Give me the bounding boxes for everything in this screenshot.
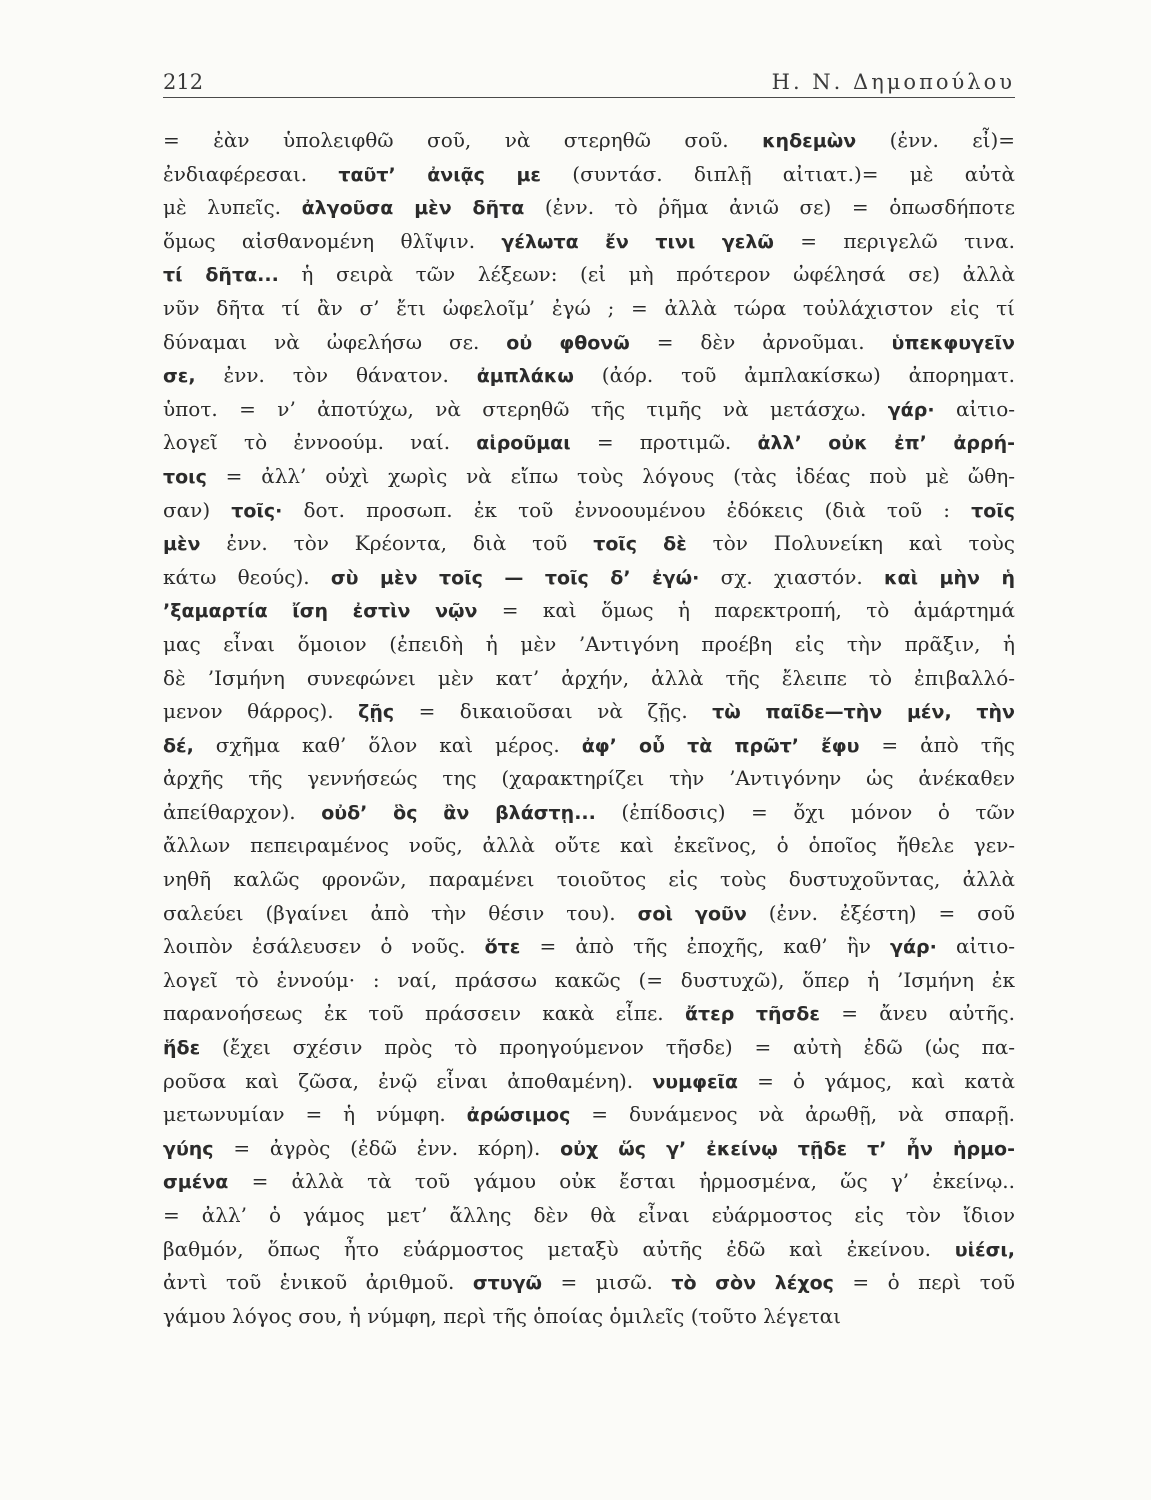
text-line	[163, 863, 1015, 897]
lemma-term: ἀλγοῦσα μὲν δῆτα	[301, 197, 525, 220]
lemma-term: καὶ μὴν ἡ	[884, 566, 1015, 589]
text-line	[163, 695, 1015, 729]
lemma-term: τί δῆτα...	[163, 264, 279, 287]
gloss-text: σχῆμα καθ’ ὅλον καὶ μέρος.	[193, 732, 582, 757]
text-line	[163, 460, 1015, 494]
text-line	[163, 1031, 1015, 1065]
gloss-text: ἐνν. τὸν θάνατον.	[195, 363, 477, 388]
gloss-text: = περιγελῶ τινα.	[773, 228, 1015, 253]
text-line	[163, 225, 1015, 259]
gloss-text: = καὶ ὅμως ἡ παρεκτροπή, τὸ ἁμάρτημά	[477, 598, 1015, 623]
lemma-term: οὐχ ὥς γ’ ἐκείνῳ τῇδε τ’ ἦν ἡρμο-	[560, 1137, 1015, 1160]
lemma-term: τὸ σὸν λέχος	[671, 1272, 834, 1295]
text-line	[163, 829, 1015, 863]
lemma-term: γέλωτα ἔν τινι γελῶ	[501, 230, 774, 253]
gloss-text: νῦν δῆτα τί ἂν σ’ ἔτι ὠφελοῖμ’ ἐγώ ; = ἀλλὰ τώρα τοὐλάχιστον εἰς τί	[163, 295, 1015, 320]
lemma-term: σὺ μὲν τοῖς — τοῖς δ’ ἐγώ·	[330, 566, 700, 589]
gloss-text: λογεῖ τὸ ἐννοούμ. ναί.	[163, 430, 477, 455]
lemma-term: οὐδ’ ὃς ἂν βλάστῃ...	[321, 801, 596, 824]
lemma-term: γάρ·	[890, 936, 937, 959]
text-line	[163, 494, 1015, 528]
text-line	[163, 359, 1015, 393]
gloss-text: = μισῶ.	[542, 1270, 672, 1295]
gloss-text: ὑποτ. = ν’ ἀποτύχω, νὰ στερηθῶ τῆς τιμῆς νὰ μετάσχω.	[163, 396, 888, 421]
lemma-term: ἄτερ τῆσδε	[684, 1003, 820, 1026]
text-line	[163, 628, 1015, 662]
text-line	[163, 930, 1015, 964]
gloss-text: αἰτιο-	[936, 934, 1015, 959]
gloss-text: (ἐνν. τὸ ῥῆμα ἀνιῶ σε) = ὁπωσδήποτε	[524, 195, 1015, 220]
text-line	[163, 1300, 1015, 1334]
lemma-term: ταῦτ’ ἀνιᾷς με	[338, 163, 542, 186]
lemma-term: σμένα	[163, 1171, 229, 1194]
gloss-text: ὅμως αἰσθανομένη θλῖψιν.	[163, 228, 502, 253]
gloss-text: = δὲν ἀρνοῦμαι.	[629, 329, 892, 354]
gloss-text: (ἀόρ. τοῦ ἀμπλακίσκω) ἀπορηματ.	[573, 363, 1015, 388]
lemma-term: ἀλλ’ οὐκ ἐπ’ ἀρρή-	[757, 432, 1015, 455]
text-line	[163, 997, 1015, 1031]
gloss-text: μετωνυμίαν = ἡ νύμφη.	[163, 1102, 467, 1127]
lemma-term: κηδεμὼν	[762, 130, 857, 152]
gloss-text: ροῦσα καὶ ζῶσα, ἐνῷ εἶναι ἀποθαμένη).	[163, 1068, 653, 1093]
text-line	[163, 191, 1015, 225]
gloss-text: (ἔχει σχέσιν πρὸς τὸ προηγούμενον τῆσδε) = αὐτὴ ἐδῶ (ὡς πα-	[200, 1035, 1015, 1060]
gloss-text: ἄλλων πεπειραμένος νοῦς, ἀλλὰ οὔτε καὶ ἐκεῖνος, ὁ ὁποῖος ἤθελε γεν-	[163, 833, 1015, 858]
gloss-text: δύναμαι νὰ ὠφελήσω σε.	[163, 329, 507, 354]
gloss-text: μενον θάρρος).	[163, 699, 359, 724]
text-line	[163, 527, 1015, 561]
gloss-text: = ἀλλ’ ὁ γάμος μετ’ ἄλλης δὲν θὰ εἶναι εὐάρμοστος εἰς τὸν ἴδιον	[163, 1203, 1015, 1227]
gloss-text: μὲ λυπεῖς.	[163, 195, 302, 220]
lemma-term: μὲν	[163, 533, 201, 556]
gloss-text: σχ. χιαστόν.	[699, 564, 885, 589]
gloss-text: ἐνδιαφέρεσαι.	[163, 161, 339, 186]
gloss-text: = ἀπὸ τῆς ἐποχῆς, καθ’ ἣν	[520, 934, 890, 959]
gloss-text: λοιπὸν ἐσάλευσεν ὁ νοῦς.	[163, 934, 485, 959]
running-head: Η. Ν. Δημοπούλου	[771, 70, 1015, 94]
lemma-term: αἱροῦμαι	[476, 432, 571, 455]
lemma-term: τοῖς	[971, 499, 1015, 522]
gloss-text: σαλεύει (βγαίνει ἀπὸ τὴν θέσιν του).	[163, 900, 638, 925]
lemma-term: σε,	[163, 365, 196, 388]
lemma-term: τὼ παῖδε—τὴν μέν, τὴν	[712, 701, 1015, 724]
lemma-term: οὐ φθονῶ	[506, 331, 630, 354]
gloss-text: τὸν Πολυνείκη καὶ τοὺς	[686, 531, 1015, 556]
page-header	[163, 58, 1015, 94]
gloss-text: = ἀπὸ τῆς	[859, 732, 1015, 757]
text-line	[163, 897, 1015, 931]
gloss-text: παρανοήσεως ἐκ τοῦ πράσσειν κακὰ εἶπε.	[163, 1001, 685, 1026]
lemma-term: τοῖς δὲ	[593, 533, 687, 556]
gloss-text: = ὁ γάμος, καὶ κατὰ	[737, 1068, 1015, 1093]
lemma-term: ἀρώσιμος	[466, 1104, 571, 1127]
text-line	[163, 393, 1015, 427]
text-line	[163, 1132, 1015, 1166]
gloss-text: = ἀγρὸς (ἐδῶ ἐνν. κόρη).	[213, 1135, 561, 1160]
gloss-text: = ἀλλ’ οὐχὶ χωρὶς νὰ εἴπω τοὺς λόγους (τὰς ἰδέας ποὺ μὲ ὤθη-	[206, 463, 1015, 488]
gloss-text: βαθμόν, ὅπως ἦτο εὐάρμοστος μεταξὺ αὐτῆς ἐδῶ καὶ ἐκείνου.	[163, 1236, 955, 1261]
gloss-text: δὲ ’Ισμήνη συνεφώνει μὲν κατ’ ἀρχήν, ἀλλὰ τῆς ἔλειπε τὸ ἐπιβαλλό-	[163, 665, 1015, 690]
text-line	[163, 1098, 1015, 1132]
text-line	[163, 561, 1015, 595]
text-line	[163, 762, 1015, 796]
gloss-text: σαν)	[163, 497, 232, 522]
lemma-term: υἱέσι,	[954, 1238, 1015, 1261]
lemma-term: ἀφ’ οὗ τὰ πρῶτ’ ἔφυ	[581, 734, 860, 757]
text-line	[163, 158, 1015, 192]
text-line	[163, 258, 1015, 292]
text-line	[163, 729, 1015, 763]
gloss-text: γάμου λόγος σου, ἡ νύμφη, περὶ τῆς ὁποίας ὁμιλεῖς (τοῦτο λέγεται	[163, 1303, 842, 1328]
lemma-term: ἥδε	[163, 1037, 201, 1060]
text-line	[163, 426, 1015, 460]
gloss-text: νηθῆ καλῶς φρονῶν, παραμένει τοιοῦτος εἰς τοὺς δυστυχοῦντας, ἀλλὰ	[163, 867, 1015, 892]
gloss-text: αἰτιο-	[934, 396, 1015, 421]
lemma-term: νυμφεῖα	[652, 1070, 738, 1093]
gloss-text: = ἄνευ αὐτῆς.	[819, 1001, 1015, 1026]
text-line	[163, 796, 1015, 830]
lemma-term: ἀμπλάκω	[476, 365, 574, 388]
gloss-text: = ὁ περὶ τοῦ	[833, 1270, 1015, 1295]
commentary-text	[163, 124, 1015, 1333]
text-line	[163, 594, 1015, 628]
gloss-text: (ἐνν. εἶ)=	[856, 128, 1015, 152]
text-line	[163, 326, 1015, 360]
lemma-term: τοῖς·	[231, 499, 283, 522]
gloss-text: (ἐπίδοσις) = ὄχι μόνον ὁ τῶν	[595, 799, 1015, 824]
text-line	[163, 1199, 1015, 1233]
gloss-text: ἡ σειρὰ τῶν λέξεων: (εἰ μὴ πρότερον ὠφέλησά σε) ἀλλὰ	[278, 262, 1015, 287]
lemma-term: τοις	[163, 465, 207, 488]
gloss-text: κάτω θεούς).	[163, 564, 331, 589]
text-line	[163, 1165, 1015, 1199]
text-line	[163, 292, 1015, 326]
gloss-text: ἐνν. τὸν Κρέοντα, διὰ τοῦ	[200, 531, 594, 556]
text-line	[163, 1266, 1015, 1300]
text-line	[163, 1065, 1015, 1099]
text-line	[163, 662, 1015, 696]
gloss-text: ἀπείθαρχον).	[163, 799, 322, 824]
lemma-term: γύης	[163, 1137, 214, 1160]
gloss-text: = δυνάμενος νὰ ἀρωθῇ, νὰ σπαρῇ.	[570, 1102, 1015, 1127]
text-line	[163, 964, 1015, 998]
gloss-text: λογεῖ τὸ ἐννούμ· : ναί, πράσσω κακῶς (= δυστυχῶ), ὅπερ ἡ ’Ισμήνη ἐκ	[163, 967, 1015, 992]
lemma-term: ὑπεκφυγεῖν	[891, 331, 1015, 354]
lemma-term: σοὶ γοῦν	[637, 902, 747, 925]
lemma-term: ζῇς	[358, 701, 395, 724]
gloss-text: (συντάσ. διπλῇ αἰτιατ.)= μὲ αὐτὰ	[541, 161, 1015, 186]
gloss-text: δοτ. προσωπ. ἐκ τοῦ ἐννοουμένου ἐδόκεις (διὰ τοῦ :	[282, 497, 972, 522]
lemma-term: γάρ·	[887, 398, 935, 421]
gloss-text: = προτιμῶ.	[570, 430, 758, 455]
page-number: 212	[163, 70, 204, 94]
text-line	[163, 124, 1015, 158]
lemma-term: στυγῶ	[472, 1272, 543, 1295]
text-line	[163, 1233, 1015, 1267]
gloss-text: ἀρχῆς τῆς γεννήσεώς της (χαρακτηρίζει τὴν ’Αντιγόνην ὡς ἀνέκαθεν	[163, 766, 1015, 791]
gloss-text: = ἐὰν ὑπολειφθῶ σοῦ, νὰ στερηθῶ σοῦ.	[163, 128, 763, 152]
gloss-text: μας εἶναι ὅμοιον (ἐπειδὴ ἡ μὲν ’Αντιγόνη προέβη εἰς τὴν πρᾶξιν, ἡ	[163, 631, 1015, 656]
gloss-text: ἀντὶ τοῦ ἑνικοῦ ἀριθμοῦ.	[163, 1270, 473, 1295]
lemma-term: ’ξαμαρτία ἴση ἐστὶν νῷν	[163, 600, 478, 623]
gloss-text: = δικαιοῦσαι νὰ ζῇς.	[394, 699, 713, 724]
lemma-term: ὅτε	[484, 936, 521, 959]
gloss-text: = ἀλλὰ τὰ τοῦ γάμου οὐκ ἔσται ἡρμοσμένα, ὥς γ’ ἐκείνῳ..	[228, 1169, 1015, 1194]
gloss-text: (ἐνν. ἐξέστη) = σοῦ	[746, 900, 1015, 925]
lemma-term: δέ,	[163, 734, 194, 757]
header-rule	[163, 97, 1015, 98]
